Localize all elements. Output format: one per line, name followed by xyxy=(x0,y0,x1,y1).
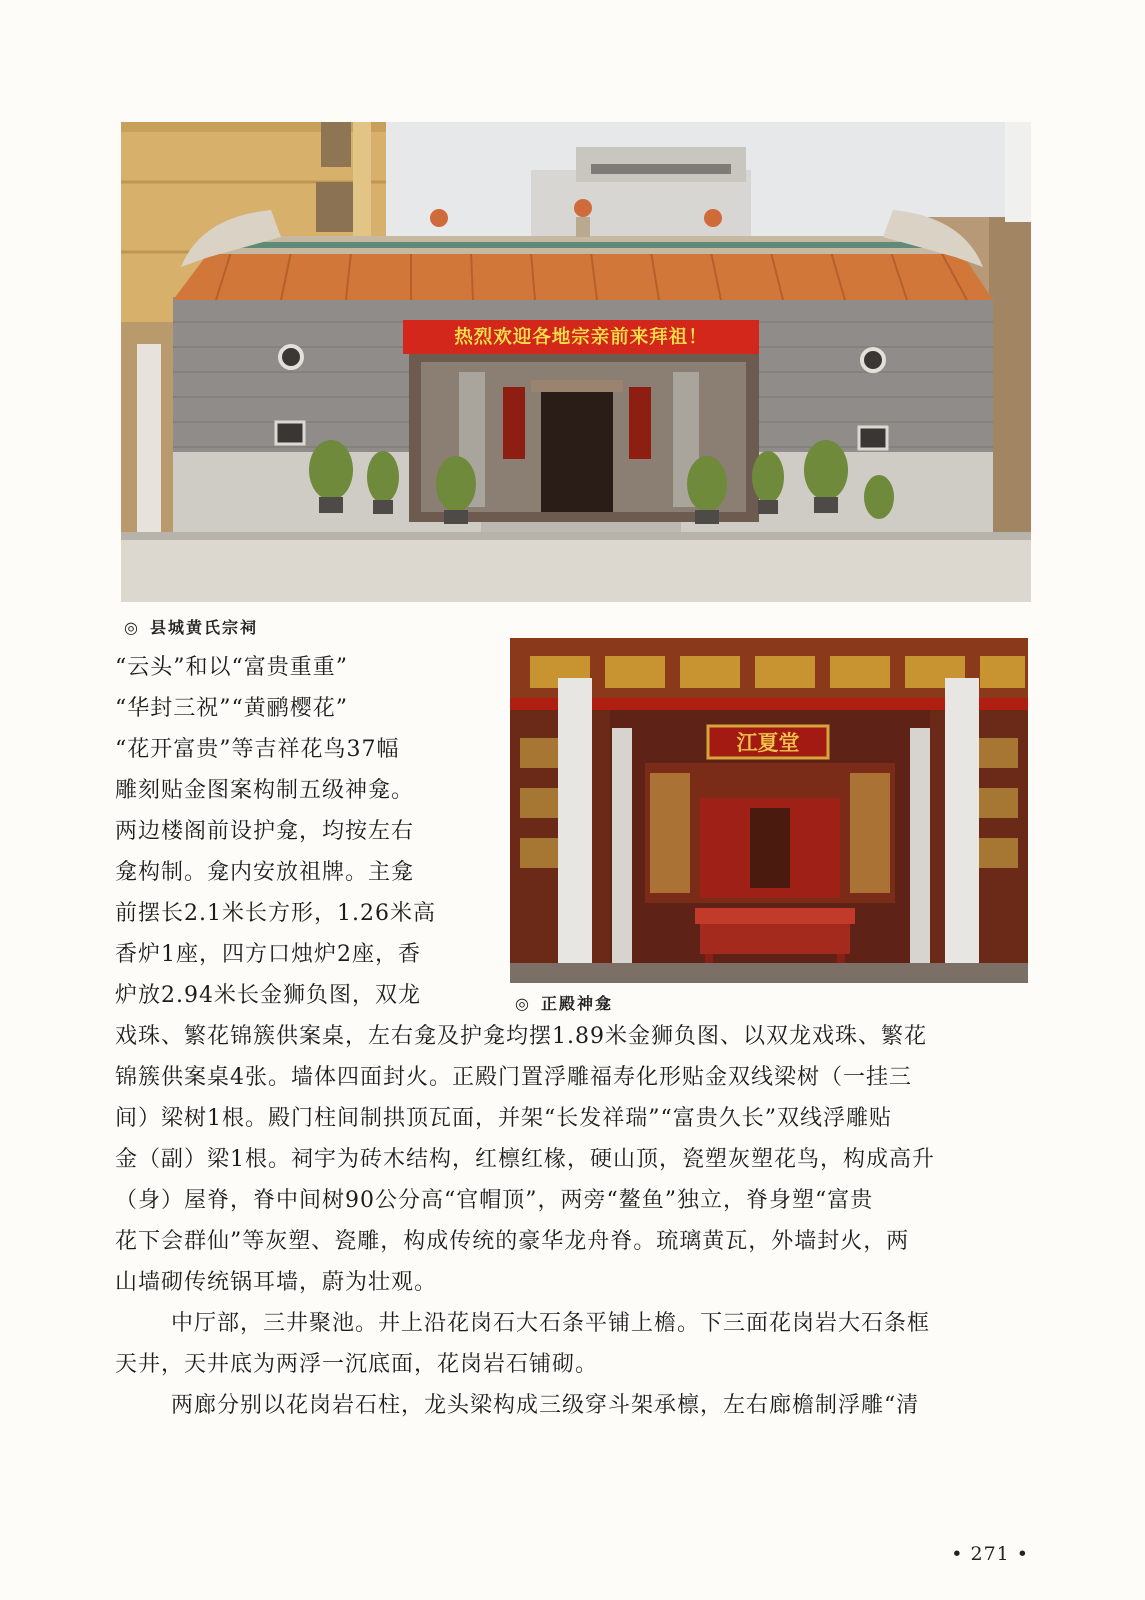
paragraph-2 xyxy=(115,1303,1033,1385)
text-line: 两廊分别以花岗岩石柱，龙头梁构成三级穿斗架承檩，左右廊檐制浮雕“清 xyxy=(171,1393,920,1418)
text-line: 金（副）梁1根。祠宇为砖木结构，红檩红椽，硬山顶，瓷塑灰塑花鸟，构成高升 xyxy=(115,1147,935,1172)
exterior-caption-text: 县城黄氏宗祠 xyxy=(149,618,258,637)
text-line: “云头”和以“富贵重重” xyxy=(115,655,348,680)
text-line: “华封三祝”“黄鹂樱花” xyxy=(115,696,348,721)
paragraph-3 xyxy=(115,1385,1033,1426)
text-line: 花下会群仙”等灰塑、瓷雕，构成传统的豪华龙舟脊。琉璃黄瓦，外墙封火，两 xyxy=(115,1229,910,1254)
text-line: 前摆长2.1米长方形，1.26米高 xyxy=(115,901,436,926)
text-line: 两边楼阁前设护龛，均按左右 xyxy=(115,819,415,844)
caption-mark: ◎ xyxy=(124,618,140,637)
main-hall-shrine-photo xyxy=(510,638,1028,983)
text-line: 天井，天井底为两浮一沉底面，花岗岩石铺砌。 xyxy=(115,1352,599,1377)
text-line: 间）梁树1根。殿门柱间制拱顶瓦面，并架“长发祥瑞”“富贵久长”双线浮雕贴 xyxy=(115,1106,892,1131)
text-line: 炉放2.94米长金狮负图，双龙 xyxy=(115,983,421,1008)
text-line: 戏珠、繁花锦簇供案桌，左右龛及护龛均摆1.89米金狮负图、以双龙戏珠、繁花 xyxy=(115,1024,927,1049)
welcome-banner-text: 热烈欢迎各地宗亲前来拜祖！ xyxy=(454,327,708,348)
interior-caption-text: 正殿神龛 xyxy=(540,994,613,1013)
text-line: “花开富贵”等吉祥花鸟37幅 xyxy=(115,737,400,762)
text-line: 中厅部，三井聚池。井上沿花岗石大石条平铺上檐。下三面花岗岩大石条框 xyxy=(171,1311,931,1336)
text-line: 锦簇供案桌4张。墙体四面封火。正殿门置浮雕福寿化形贴金双线梁树（一挂三 xyxy=(115,1065,912,1090)
caption-mark: ◎ xyxy=(515,994,531,1013)
body-text xyxy=(115,1016,1033,1426)
text-line: 雕刻贴金图案构制五级神龛。 xyxy=(115,778,415,803)
shrine-plaque-text: 江夏堂 xyxy=(736,730,800,755)
wrapped-text-column xyxy=(115,647,477,1016)
text-line: 龛构制。龛内安放祖牌。主龛 xyxy=(115,860,415,885)
exterior-photo-caption xyxy=(124,615,258,638)
text-line: 香炉1座，四方口烛炉2座，香 xyxy=(115,942,421,967)
paragraph-1-continued xyxy=(115,1016,1033,1303)
text-line: 山墙砌传统锅耳墙，蔚为壮观。 xyxy=(115,1270,438,1295)
text-line: （身）屋脊，脊中间树90公分高“官帽顶”，两旁“鳌鱼”独立，脊身塑“富贵 xyxy=(115,1188,874,1213)
page-number: • 271 • xyxy=(951,1543,1029,1565)
interior-photo-caption xyxy=(515,991,613,1014)
ancestral-hall-exterior-photo xyxy=(121,122,1031,602)
